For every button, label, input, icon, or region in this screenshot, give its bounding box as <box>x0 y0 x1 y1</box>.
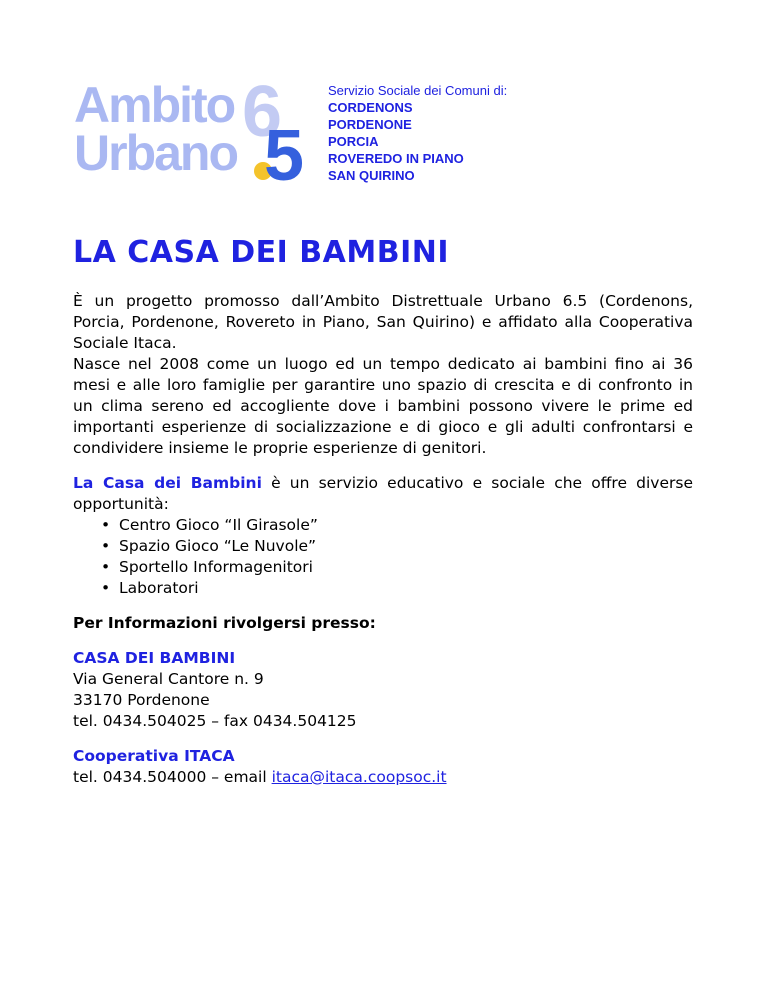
casa-phone: tel. 0434.504025 – fax 0434.504125 <box>73 712 357 730</box>
header-town: PORDENONE <box>328 117 412 132</box>
list-item: • Sportello Informagenitori <box>119 557 693 578</box>
ambito-urbano-logo <box>74 72 306 196</box>
logo-ambito-text: Ambito <box>74 77 235 133</box>
list-item: • Spazio Gioco “Le Nuvole” <box>119 536 693 557</box>
header-block <box>328 82 507 184</box>
casa-address: Via General Cantore n. 9 <box>73 670 264 688</box>
casa-name: CASA DEI BAMBINI <box>73 649 236 667</box>
header-town: SAN QUIRINO <box>328 168 415 183</box>
info-title: Per Informazioni rivolgersi presso: <box>73 614 376 632</box>
service-description: è un servizio educativo e sociale che offre diverse opportunità: <box>73 474 693 513</box>
intro-paragraph-2: Nasce nel 2008 come un luogo ed un tempo dedicato ai bambini fino ai 36 mesi e alle loro famiglie per garantire uno spazio di crescita e di confronto in un clima sereno ed accogliente dove i bambini possono vivere le prime ed importanti esperienze di socializzazione e di gioco e gli adulti confrontarsi e condividere insieme le proprie esperienze di genitori. <box>73 355 693 457</box>
service-list <box>73 515 693 599</box>
coop-email-link[interactable]: itaca@itaca.coopsoc.it <box>271 768 447 786</box>
service-name: La Casa dei Bambini <box>73 474 262 492</box>
header-town: ROVEREDO IN PIANO <box>328 151 464 166</box>
page-title: LA CASA DEI BAMBINI <box>73 235 450 270</box>
logo-urbano-text: Urbano <box>74 125 237 181</box>
coop-phone: tel. 0434.504000 – email <box>73 768 272 786</box>
coop-line <box>73 767 693 788</box>
coop-name: Cooperativa ITACA <box>73 747 235 765</box>
header-town: CORDENONS <box>328 100 413 115</box>
coop-contact <box>73 746 693 788</box>
casa-city: 33170 Pordenone <box>73 691 210 709</box>
casa-contact <box>73 648 693 732</box>
logo-digit-five: 5 <box>264 116 305 196</box>
header-town: PORCIA <box>328 134 379 149</box>
document-body <box>73 291 693 788</box>
service-paragraph <box>73 473 693 515</box>
logo-digit-six: 6 <box>242 72 283 152</box>
intro-paragraph-1: È un progetto promosso dall’Ambito Distrettuale Urbano 6.5 (Cordenons, Porcia, Pordenone, Rovereto in Piano, San Quirino) e affidato alla Cooperativa Sociale Itaca. <box>73 292 693 352</box>
list-item: • Centro Gioco “Il Girasole” <box>119 515 693 536</box>
list-item: • Laboratori <box>119 578 693 599</box>
header-intro: Servizio Sociale dei Comuni di: <box>328 83 508 98</box>
